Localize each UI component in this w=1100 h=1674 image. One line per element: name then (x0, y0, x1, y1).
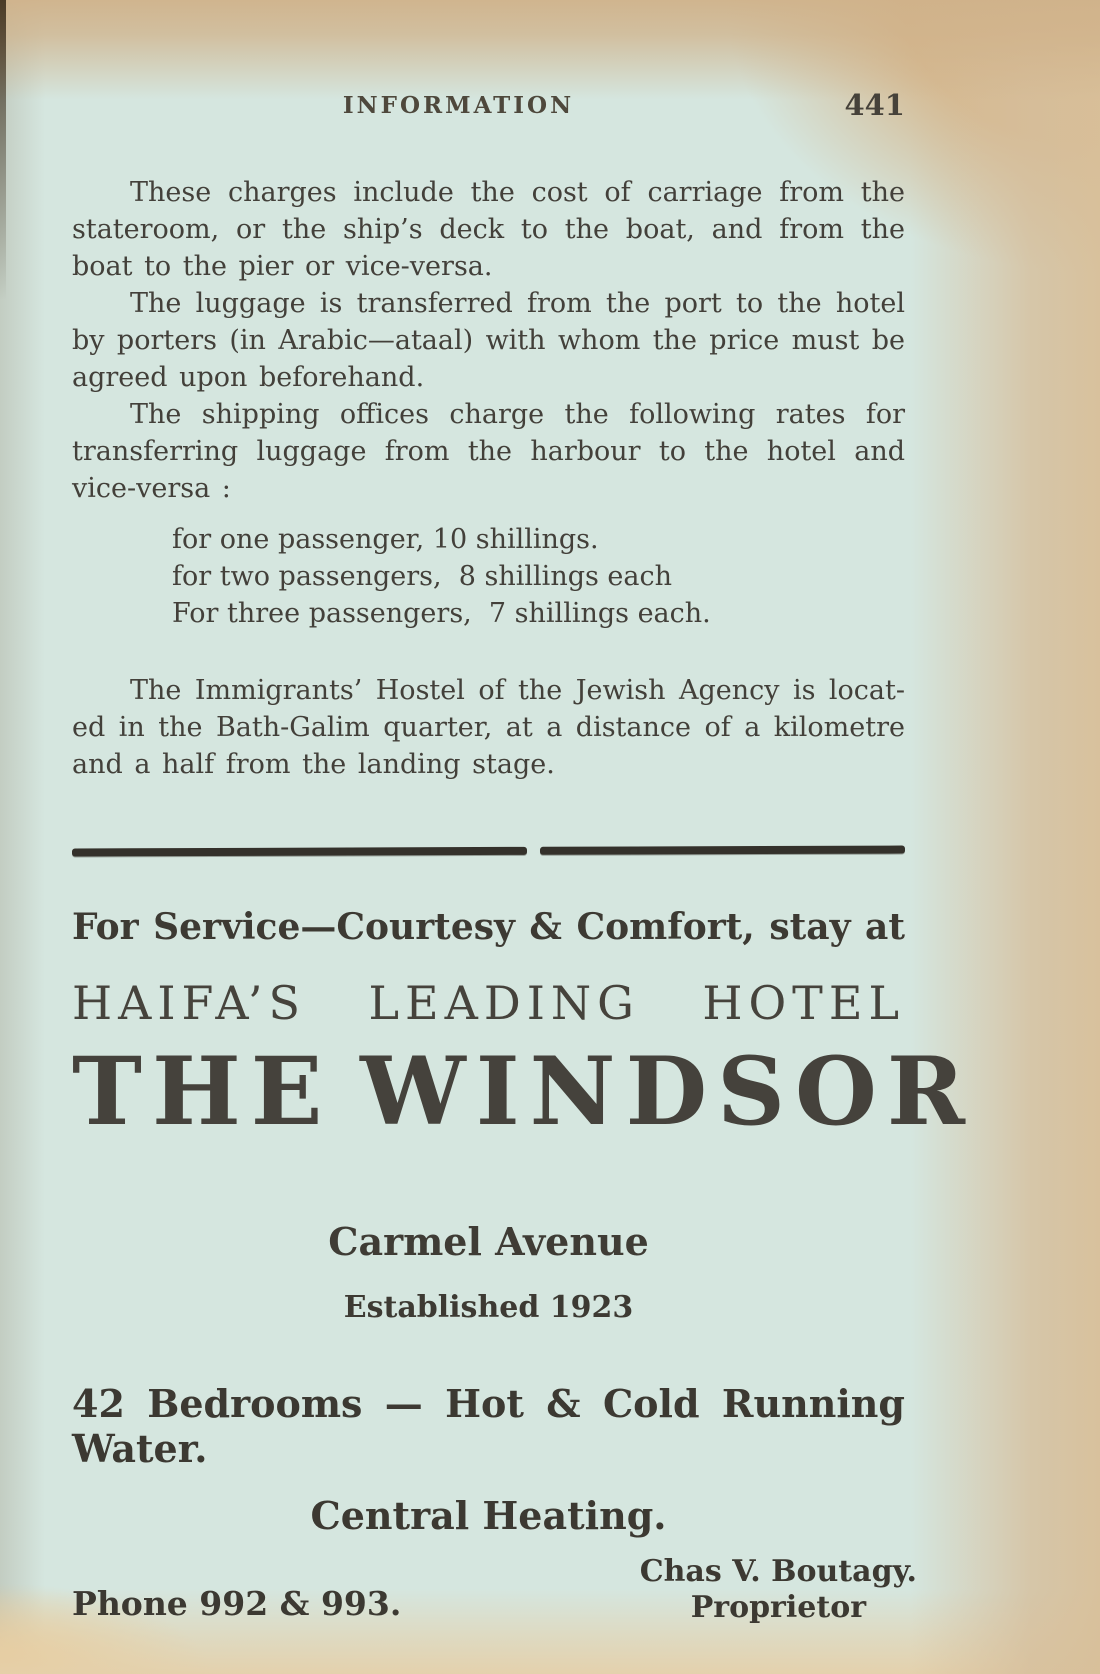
text-line: For three passengers, 7 shillings each. (172, 598, 711, 629)
ad-tagline: For Service—Courtesy & Comfort, stay at (72, 906, 905, 948)
paragraph-charges (72, 174, 905, 285)
ad-hotel-name (72, 1037, 975, 1148)
paragraph-shipping-rates (72, 396, 905, 507)
section-divider-rule (72, 846, 905, 857)
proprietor-name: Chas V. Boutagy. (639, 1554, 917, 1590)
running-header-title: INFORMATION (342, 92, 575, 119)
page-edge-shadow (0, 0, 6, 300)
text-line: agreed upon beforehand. (72, 362, 425, 393)
page-content (72, 0, 975, 1626)
text-line: These charges include the cost of carriage from the (130, 177, 905, 208)
ad-established: Established 1923 (343, 1290, 634, 1326)
ad-features-line: 42 Bedrooms — Hot & Cold Running Water. (72, 1381, 905, 1472)
text-line: vice-versa : (72, 473, 231, 504)
ad-footer-row (72, 1554, 917, 1626)
text-line: stateroom, or the ship’s deck to the boat, and from the (72, 214, 905, 245)
hotel-name-word-windsor: WINDSOR (360, 1037, 975, 1148)
text-line: transferring luggage from the harbour to the hotel and (72, 436, 905, 467)
paragraph-immigrants-hostel (72, 672, 905, 783)
divider-segment-left (72, 847, 527, 857)
rates-list (172, 521, 905, 632)
page-number: 441 (844, 88, 905, 122)
ad-headline: HAIFA’S LEADING HOTEL (72, 976, 905, 1030)
text-line: boat to the pier or vice-versa. (72, 251, 493, 282)
ad-phone: Phone 992 & 993. (72, 1584, 402, 1624)
text-line: The luggage is transferred from the port to the hotel (130, 288, 905, 319)
divider-segment-right (540, 846, 905, 855)
text-line: for one passenger, 10 shillings. (172, 524, 599, 555)
ad-central-heating: Central Heating. (310, 1493, 667, 1539)
proprietor-title: Proprietor (690, 1590, 867, 1626)
text-line: and a half from the landing stage. (72, 749, 555, 780)
ad-proprietor-block (640, 1554, 917, 1626)
text-line: for two passengers, 8 shillings each (172, 561, 673, 592)
text-line: The Immigrants’ Hostel of the Jewish Agency is locat- (130, 675, 905, 706)
page-header (72, 88, 905, 126)
paragraph-luggage-porters (72, 285, 905, 396)
text-line: ed in the Bath-Galim quarter, at a distance of a kilometre (72, 712, 905, 743)
ad-address: Carmel Avenue (328, 1219, 649, 1265)
text-line: The shipping offices charge the following rates for (130, 399, 905, 430)
text-line: by porters (in Arabic—ataal) with whom the price must be (72, 325, 905, 356)
hotel-name-word-the: THE (72, 1037, 333, 1148)
